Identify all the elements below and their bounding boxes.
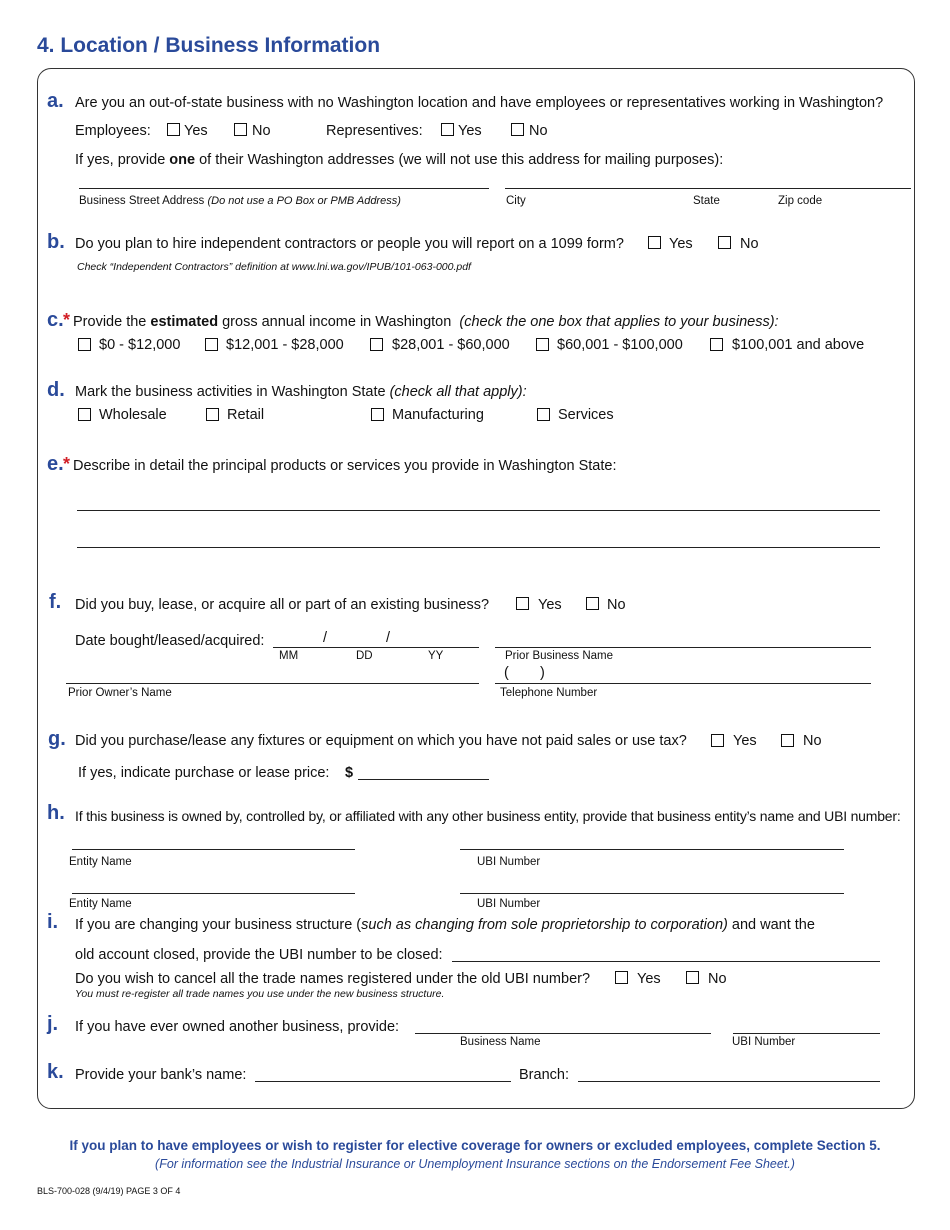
street-address-line[interactable] — [79, 188, 489, 189]
activity-wholesale-checkbox[interactable] — [78, 408, 91, 421]
letter-i: i. — [47, 911, 59, 933]
representatives-no-label: No — [529, 123, 548, 139]
date-slash-1: / — [323, 630, 328, 646]
telephone-paren-open: ( — [504, 665, 509, 681]
branch-label: Branch: — [519, 1067, 569, 1083]
activity-services-checkbox[interactable] — [537, 408, 550, 421]
other-ubi-number-line[interactable] — [733, 1033, 880, 1034]
income-option-1-checkbox[interactable] — [78, 338, 91, 351]
prior-owner-name-label: Prior Owner’s Name — [68, 687, 172, 699]
date-slash-2: / — [386, 630, 391, 646]
required-marker-c: * — [63, 310, 71, 330]
cancel-trade-names-question: Do you wish to cancel all the trade names registered under the old UBI number? — [75, 971, 591, 987]
income-option-4-checkbox[interactable] — [536, 338, 549, 351]
city-state-zip-line[interactable] — [505, 188, 911, 189]
cancel-trade-names-yes-checkbox[interactable] — [615, 971, 628, 984]
description-line-2[interactable] — [77, 547, 880, 548]
contractors-yes-checkbox[interactable] — [648, 236, 661, 249]
representatives-label: Representives: — [326, 123, 423, 139]
letter-e: e. — [47, 453, 64, 475]
letter-j: j. — [47, 1013, 59, 1035]
question-i: If you are changing your business structure (such as changing from sole proprietorship to corporation) and want the — [75, 917, 815, 933]
income-option-1-label: $0 - $12,000 — [99, 337, 181, 353]
cancel-trade-names-yes-label: Yes — [637, 971, 661, 987]
activity-retail-label: Retail — [227, 407, 265, 423]
telephone-number-label: Telephone Number — [500, 687, 598, 699]
dollar-sign: $ — [345, 765, 354, 781]
acquired-no-checkbox[interactable] — [586, 597, 599, 610]
acquired-yes-label: Yes — [538, 597, 562, 613]
income-option-5-checkbox[interactable] — [710, 338, 723, 351]
employees-yes-label: Yes — [184, 123, 208, 139]
prior-business-name-line[interactable] — [495, 647, 871, 648]
prior-owner-name-line[interactable] — [66, 683, 479, 684]
income-option-2-label: $12,001 - $28,000 — [226, 337, 344, 353]
letter-b: b. — [47, 231, 65, 253]
prior-business-name-label: Prior Business Name — [505, 650, 614, 662]
activity-wholesale-label: Wholesale — [99, 407, 167, 423]
price-label: If yes, indicate purchase or lease price: — [78, 765, 330, 781]
price-line[interactable] — [358, 779, 489, 780]
cancel-trade-names-no-label: No — [708, 971, 727, 987]
ubi-number-line-1[interactable] — [460, 849, 844, 850]
acquired-yes-checkbox[interactable] — [516, 597, 529, 610]
date-dd-label: DD — [356, 650, 373, 662]
question-g: Did you purchase/lease any fixtures or equipment on which you have not paid sales or use tax? — [75, 733, 687, 749]
question-c: Provide the estimated gross annual income in Washington (check the one box that applies to your business): — [73, 314, 779, 330]
old-ubi-line[interactable] — [452, 961, 880, 962]
activity-retail-checkbox[interactable] — [206, 408, 219, 421]
letter-h: h. — [47, 802, 65, 824]
ubi-number-line-2[interactable] — [460, 893, 844, 894]
income-option-3-label: $28,001 - $60,000 — [392, 337, 510, 353]
ifyes-address-text: If yes, provide one of their Washington addresses (we will not use this address for mailing purposes): — [75, 152, 724, 168]
activity-services-label: Services — [558, 407, 614, 423]
telephone-paren-close: ) — [540, 665, 545, 681]
contractors-yes-label: Yes — [669, 236, 693, 252]
question-b: Do you plan to hire independent contractors or people you will report on a 1099 form? — [75, 236, 624, 252]
city-label: City — [506, 195, 526, 207]
date-acquired-label: Date bought/leased/acquired: — [75, 633, 265, 649]
representatives-yes-label: Yes — [458, 123, 482, 139]
question-j: If you have ever owned another business, provide: — [75, 1019, 400, 1035]
entity-name-line-1[interactable] — [72, 849, 355, 850]
income-option-3-checkbox[interactable] — [370, 338, 383, 351]
activity-manufacturing-label: Manufacturing — [392, 407, 484, 423]
section-title: 4. Location / Business Information — [37, 34, 381, 57]
other-business-name-label: Business Name — [460, 1036, 541, 1048]
description-line-1[interactable] — [77, 510, 880, 511]
income-option-4-label: $60,001 - $100,000 — [557, 337, 683, 353]
question-e: Describe in detail the principal products or services you provide in Washington State: — [73, 458, 617, 474]
bank-name-line[interactable] — [255, 1081, 511, 1082]
employees-no-checkbox[interactable] — [234, 123, 247, 136]
branch-line[interactable] — [578, 1081, 880, 1082]
state-label: State — [693, 195, 720, 207]
contractors-no-label: No — [740, 236, 759, 252]
letter-c: c. — [47, 309, 64, 331]
letter-k: k. — [47, 1061, 64, 1083]
date-mm-label: MM — [279, 650, 299, 662]
letter-g: g. — [48, 728, 66, 750]
employees-yes-checkbox[interactable] — [167, 123, 180, 136]
required-marker-e: * — [63, 454, 71, 474]
question-h: If this business is owned by, controlled by, or affiliated with any other business entity, provide that business entity’s name and UBI number: — [75, 808, 901, 824]
income-option-2-checkbox[interactable] — [205, 338, 218, 351]
employees-label: Employees: — [75, 123, 151, 139]
acquired-no-label: No — [607, 597, 626, 613]
letter-f: f. — [49, 591, 62, 613]
date-acquired-line[interactable] — [273, 647, 479, 648]
fixtures-yes-checkbox[interactable] — [711, 734, 724, 747]
letter-a: a. — [47, 90, 64, 112]
ubi-number-label-1: UBI Number — [477, 856, 541, 868]
question-a: Are you an out-of-state business with no Washington location and have employees or representatives working in Washington? — [75, 95, 884, 111]
question-f: Did you buy, lease, or acquire all or part of an existing business? — [75, 597, 490, 613]
question-d: Mark the business activities in Washington State (check all that apply): — [75, 384, 527, 400]
section-5-instruction: If you plan to have employees or wish to register for elective coverage for owners or excluded employees, complete Section 5. — [69, 1138, 881, 1153]
contractors-no-checkbox[interactable] — [718, 236, 731, 249]
form-number: BLS-700-028 (9/4/19) PAGE 3 OF 4 — [37, 1186, 181, 1196]
old-ubi-label: old account closed, provide the UBI number to be closed: — [75, 947, 443, 963]
trade-names-note: You must re-register all trade names you use under the new business structure. — [75, 988, 445, 1000]
other-business-name-line[interactable] — [415, 1033, 711, 1034]
entity-name-label-1: Entity Name — [69, 856, 132, 868]
street-address-label: Business Street Address (Do not use a PO Box or PMB Address) — [79, 195, 401, 207]
contractors-note: Check “Independent Contractors” definition at www.lni.wa.gov/IPUB/101-063-000.pdf — [77, 261, 471, 273]
fixtures-no-checkbox[interactable] — [781, 734, 794, 747]
representatives-yes-checkbox[interactable] — [441, 123, 454, 136]
telephone-number-line[interactable] — [495, 683, 871, 684]
income-option-5-label: $100,001 and above — [732, 337, 865, 353]
endorsement-fee-note: (For information see the Industrial Insurance or Unemployment Insurance sections on the Endorsement Fee Sheet.) — [155, 1157, 795, 1171]
other-ubi-number-label: UBI Number — [732, 1036, 796, 1048]
representatives-no-checkbox[interactable] — [511, 123, 524, 136]
entity-name-label-2: Entity Name — [69, 898, 132, 910]
fixtures-yes-label: Yes — [733, 733, 757, 749]
ubi-number-label-2: UBI Number — [477, 898, 541, 910]
zip-label: Zip code — [778, 195, 823, 207]
letter-d: d. — [47, 379, 65, 401]
fixtures-no-label: No — [803, 733, 822, 749]
bank-name-label: Provide your bank’s name: — [75, 1067, 247, 1083]
date-yy-label: YY — [428, 650, 444, 662]
employees-no-label: No — [252, 123, 271, 139]
entity-name-line-2[interactable] — [72, 893, 355, 894]
cancel-trade-names-no-checkbox[interactable] — [686, 971, 699, 984]
activity-manufacturing-checkbox[interactable] — [371, 408, 384, 421]
